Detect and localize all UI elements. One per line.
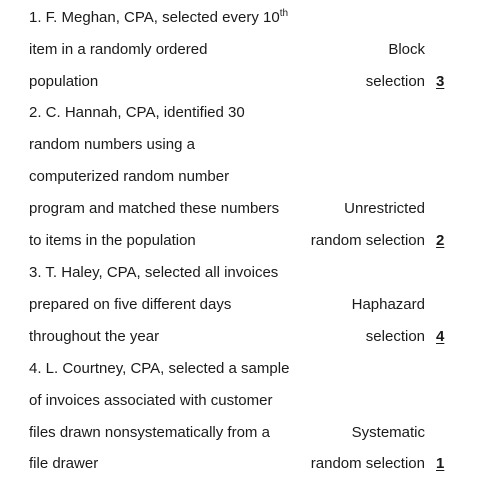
item-3-answer: 4 [436, 328, 445, 345]
item-3-line-2 [0, 293, 488, 317]
item-4-line-4 [0, 452, 488, 476]
item-1-text-3: population [29, 73, 99, 90]
item-2-text-3: computerized random number [29, 168, 230, 185]
item-1-line-1 [0, 6, 488, 30]
item-3-method-2: selection [365, 328, 425, 345]
item-2-text-1: 2. C. Hannah, CPA, identified 30 [29, 104, 245, 121]
item-2-text-4: program and matched these numbers [29, 200, 280, 217]
item-2-method-2: random selection [310, 232, 425, 249]
item-1-text-2: item in a randomly ordered [29, 41, 208, 58]
item-3-method-1: Haphazard [351, 296, 425, 313]
item-4-method-2: random selection [310, 455, 425, 472]
item-1-method-2: selection [365, 73, 425, 90]
item-1-text-1: 1. F. Meghan, CPA, selected every 10 [29, 9, 280, 26]
item-4-text-2: of invoices associated with customer [29, 392, 273, 409]
item-2-text-5: to items in the population [29, 232, 196, 249]
item-3-line-3 [0, 325, 488, 349]
item-1-line-3 [0, 70, 488, 94]
item-1-line-2 [0, 38, 488, 62]
item-2-line-2 [0, 133, 488, 157]
item-4-text-4: file drawer [29, 455, 99, 472]
item-4-answer: 1 [436, 455, 445, 472]
item-1-method-1: Block [388, 41, 425, 58]
item-2-text-2: random numbers using a [29, 136, 195, 153]
ordinal-superscript: th [279, 8, 289, 19]
item-2-line-3 [0, 165, 488, 189]
item-3-text-1: 3. T. Haley, CPA, selected all invoices [29, 264, 279, 281]
item-4-text-3: files drawn nonsystematically from a [29, 424, 270, 441]
item-4-method-1: Systematic [351, 424, 425, 441]
item-3-text-2: prepared on five different days [29, 296, 232, 313]
item-2-line-4 [0, 197, 488, 221]
item-4-line-3 [0, 421, 488, 445]
item-4-line-2 [0, 389, 488, 413]
item-4-line-1 [0, 357, 488, 381]
item-2-line-1 [0, 101, 488, 125]
item-2-method-1: Unrestricted [344, 200, 425, 217]
item-2-line-5 [0, 229, 488, 253]
item-3-line-1 [0, 261, 488, 285]
item-3-text-3: throughout the year [29, 328, 160, 345]
item-4-text-1: 4. L. Courtney, CPA, selected a sample [29, 360, 290, 377]
item-1-answer: 3 [436, 73, 445, 90]
item-2-answer: 2 [436, 232, 445, 249]
